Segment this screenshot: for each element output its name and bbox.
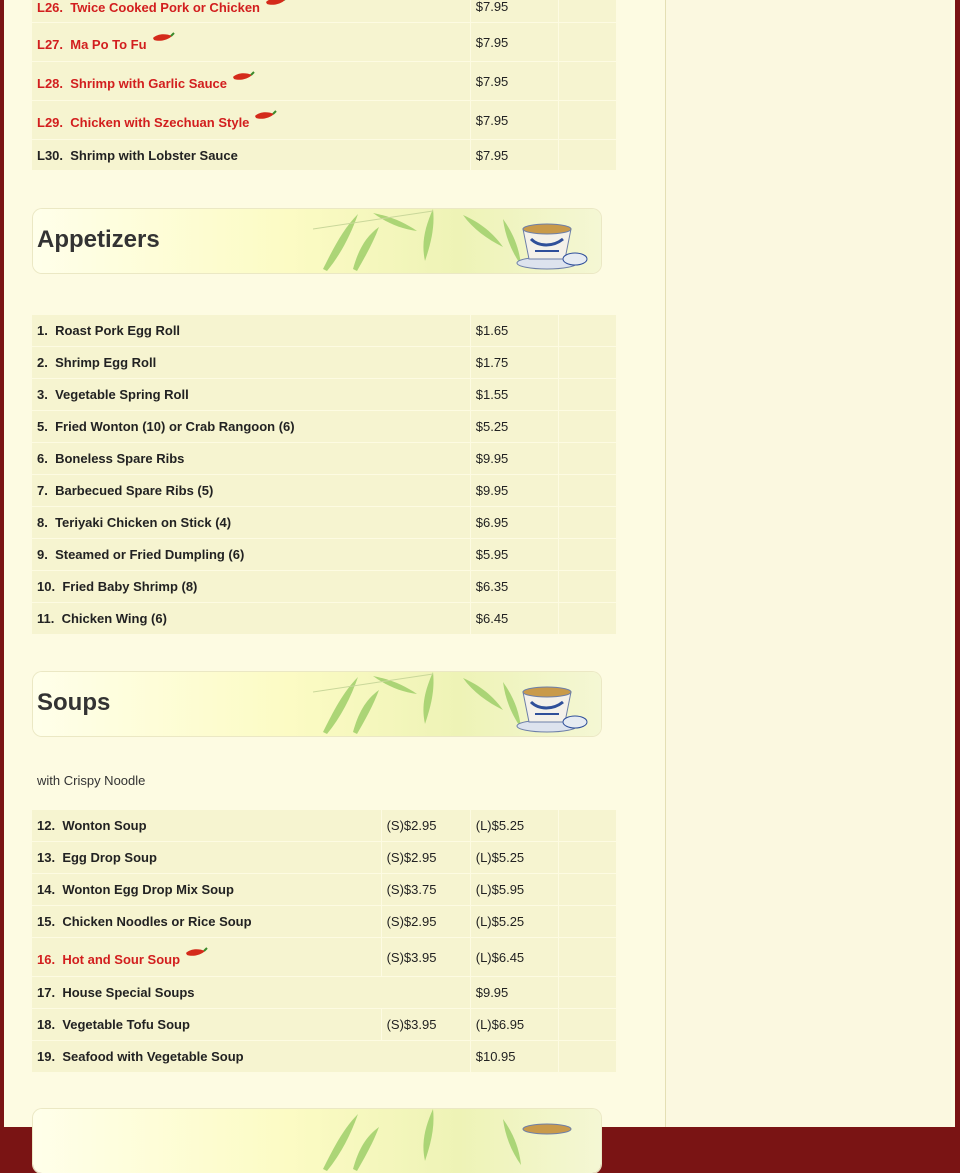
table-row <box>32 810 616 841</box>
table-row <box>32 906 616 937</box>
soups-table <box>31 809 617 1073</box>
item-price: $6.35 <box>471 571 558 602</box>
table-row <box>32 347 616 378</box>
menu-item-name[interactable]: 7. Barbecued Spare Ribs (5) <box>32 475 470 506</box>
item-label: Ma Po To Fu <box>70 37 147 52</box>
item-label: Shrimp with Lobster Sauce <box>70 147 238 163</box>
quantity-cell[interactable] <box>559 539 616 570</box>
item-price: $1.75 <box>471 347 558 378</box>
teacup-icon <box>513 215 591 271</box>
quantity-cell[interactable] <box>559 1009 616 1040</box>
item-price: $10.95 <box>471 1041 558 1072</box>
table-row <box>32 874 616 905</box>
bamboo-leaves-icon <box>313 209 543 273</box>
table-row <box>32 411 616 442</box>
menu-item-name[interactable]: 2. Shrimp Egg Roll <box>32 347 470 378</box>
soups-note: with Crispy Noodle <box>37 773 146 788</box>
table-row <box>32 0 616 22</box>
menu-item-name[interactable]: 19. Seafood with Vegetable Soup <box>32 1041 470 1072</box>
menu-item-name[interactable] <box>32 101 470 139</box>
table-row <box>32 938 616 976</box>
chili-pepper-icon <box>231 71 255 84</box>
quantity-cell[interactable] <box>559 0 616 22</box>
item-price: $9.95 <box>471 475 558 506</box>
menu-item-name[interactable]: 9. Steamed or Fried Dumpling (6) <box>32 539 470 570</box>
item-label: Shrimp with Garlic Sauce <box>70 76 228 91</box>
menu-item-name[interactable]: 18. Vegetable Tofu Soup <box>32 1009 381 1040</box>
menu-item-name[interactable]: 12. Wonton Soup <box>32 810 381 841</box>
chili-pepper-icon <box>253 110 277 123</box>
large-price: (L)$5.25 <box>471 842 558 873</box>
quantity-cell[interactable] <box>559 571 616 602</box>
table-row <box>32 140 616 170</box>
large-price: (L)$5.95 <box>471 874 558 905</box>
quantity-cell[interactable] <box>559 977 616 1008</box>
item-label: Chicken with Szechuan Style <box>70 115 250 130</box>
item-price: $6.45 <box>471 603 558 634</box>
soups-banner <box>33 672 601 736</box>
quantity-cell[interactable] <box>559 810 616 841</box>
menu-item-name[interactable]: 17. House Special Soups <box>32 977 470 1008</box>
item-label: Twice Cooked Pork or Chicken <box>70 0 261 15</box>
menu-item-name[interactable]: 5. Fried Wonton (10) or Crab Rangoon (6) <box>32 411 470 442</box>
large-price: (L)$6.45 <box>471 938 558 976</box>
table-row <box>32 539 616 570</box>
menu-item-name[interactable] <box>32 140 470 170</box>
menu-item-name[interactable]: 16. Hot and Sour Soup <box>32 938 381 976</box>
section-title: Soups <box>37 689 111 716</box>
menu-item-name[interactable]: 15. Chicken Noodles or Rice Soup <box>32 906 381 937</box>
item-price: $5.95 <box>471 539 558 570</box>
menu-item-name[interactable]: 6. Boneless Spare Ribs <box>32 443 470 474</box>
item-number: L30. <box>37 147 64 163</box>
large-price: (L)$5.25 <box>471 906 558 937</box>
item-price: $9.95 <box>471 443 558 474</box>
quantity-cell[interactable] <box>559 347 616 378</box>
quantity-cell[interactable] <box>559 315 616 346</box>
quantity-cell[interactable] <box>559 23 616 61</box>
item-number: L28. <box>37 76 64 91</box>
table-row <box>32 842 616 873</box>
quantity-cell[interactable] <box>559 1041 616 1072</box>
table-row <box>32 475 616 506</box>
item-price: $1.55 <box>471 379 558 410</box>
small-price: (S)$3.95 <box>382 1009 470 1040</box>
table-row <box>32 1041 616 1072</box>
table-row <box>32 23 616 61</box>
item-number: L29. <box>37 115 64 130</box>
table-row <box>32 603 616 634</box>
table-row <box>32 62 616 100</box>
item-number: L27. <box>37 37 64 52</box>
quantity-cell[interactable] <box>559 874 616 905</box>
large-price: (L)$5.25 <box>471 810 558 841</box>
item-price: $7.95 <box>471 23 558 61</box>
table-row <box>32 315 616 346</box>
item-number: L26. <box>37 0 64 15</box>
chili-pepper-icon <box>264 0 288 9</box>
quantity-cell[interactable] <box>559 906 616 937</box>
lunch-menu-table <box>31 0 617 171</box>
menu-item-name[interactable]: 1. Roast Pork Egg Roll <box>32 315 470 346</box>
bamboo-leaves-icon <box>313 672 543 736</box>
small-price: (S)$3.95 <box>382 938 470 976</box>
table-row <box>32 507 616 538</box>
small-price: (S)$2.95 <box>382 842 470 873</box>
table-row <box>32 1009 616 1040</box>
quantity-cell[interactable] <box>559 101 616 139</box>
item-price: $7.95 <box>471 140 558 170</box>
table-row <box>32 443 616 474</box>
quantity-cell[interactable] <box>559 443 616 474</box>
menu-item-name[interactable]: 8. Teriyaki Chicken on Stick (4) <box>32 507 470 538</box>
next-section-banner <box>33 1109 601 1173</box>
menu-item-name[interactable] <box>32 0 470 22</box>
item-price: $7.95 <box>471 62 558 100</box>
quantity-cell[interactable] <box>559 475 616 506</box>
menu-item-name[interactable]: 11. Chicken Wing (6) <box>32 603 470 634</box>
teacup-icon <box>513 678 591 734</box>
item-price: $1.65 <box>471 315 558 346</box>
table-row <box>32 977 616 1008</box>
appetizers-table <box>31 314 617 635</box>
quantity-cell[interactable] <box>559 379 616 410</box>
menu-item-name[interactable]: 10. Fried Baby Shrimp (8) <box>32 571 470 602</box>
item-price: $5.25 <box>471 411 558 442</box>
right-sidebar <box>666 0 951 1127</box>
quantity-cell[interactable] <box>559 842 616 873</box>
teacup-icon <box>513 1115 591 1171</box>
quantity-cell[interactable] <box>559 411 616 442</box>
bamboo-leaves-icon <box>313 1109 543 1173</box>
table-row <box>32 379 616 410</box>
table-row <box>32 571 616 602</box>
menu-item-name[interactable]: 3. Vegetable Spring Roll <box>32 379 470 410</box>
menu-item-name[interactable]: 13. Egg Drop Soup <box>32 842 381 873</box>
quantity-cell[interactable] <box>559 603 616 634</box>
quantity-cell[interactable] <box>559 140 616 170</box>
large-price: (L)$6.95 <box>471 1009 558 1040</box>
table-row <box>32 101 616 139</box>
appetizers-banner <box>33 209 601 273</box>
quantity-cell[interactable] <box>559 62 616 100</box>
quantity-cell[interactable] <box>559 938 616 976</box>
small-price: (S)$3.75 <box>382 874 470 905</box>
chili-pepper-icon <box>184 947 208 960</box>
small-price: (S)$2.95 <box>382 810 470 841</box>
menu-item-name[interactable] <box>32 23 470 61</box>
menu-item-name[interactable] <box>32 62 470 100</box>
item-price: $6.95 <box>471 507 558 538</box>
item-price: $9.95 <box>471 977 558 1008</box>
quantity-cell[interactable] <box>559 507 616 538</box>
menu-item-name[interactable]: 14. Wonton Egg Drop Mix Soup <box>32 874 381 905</box>
section-title: Appetizers <box>37 226 160 253</box>
item-price: $7.95 <box>471 101 558 139</box>
small-price: (S)$2.95 <box>382 906 470 937</box>
item-price: $7.95 <box>471 0 558 22</box>
chili-pepper-icon <box>151 32 175 45</box>
